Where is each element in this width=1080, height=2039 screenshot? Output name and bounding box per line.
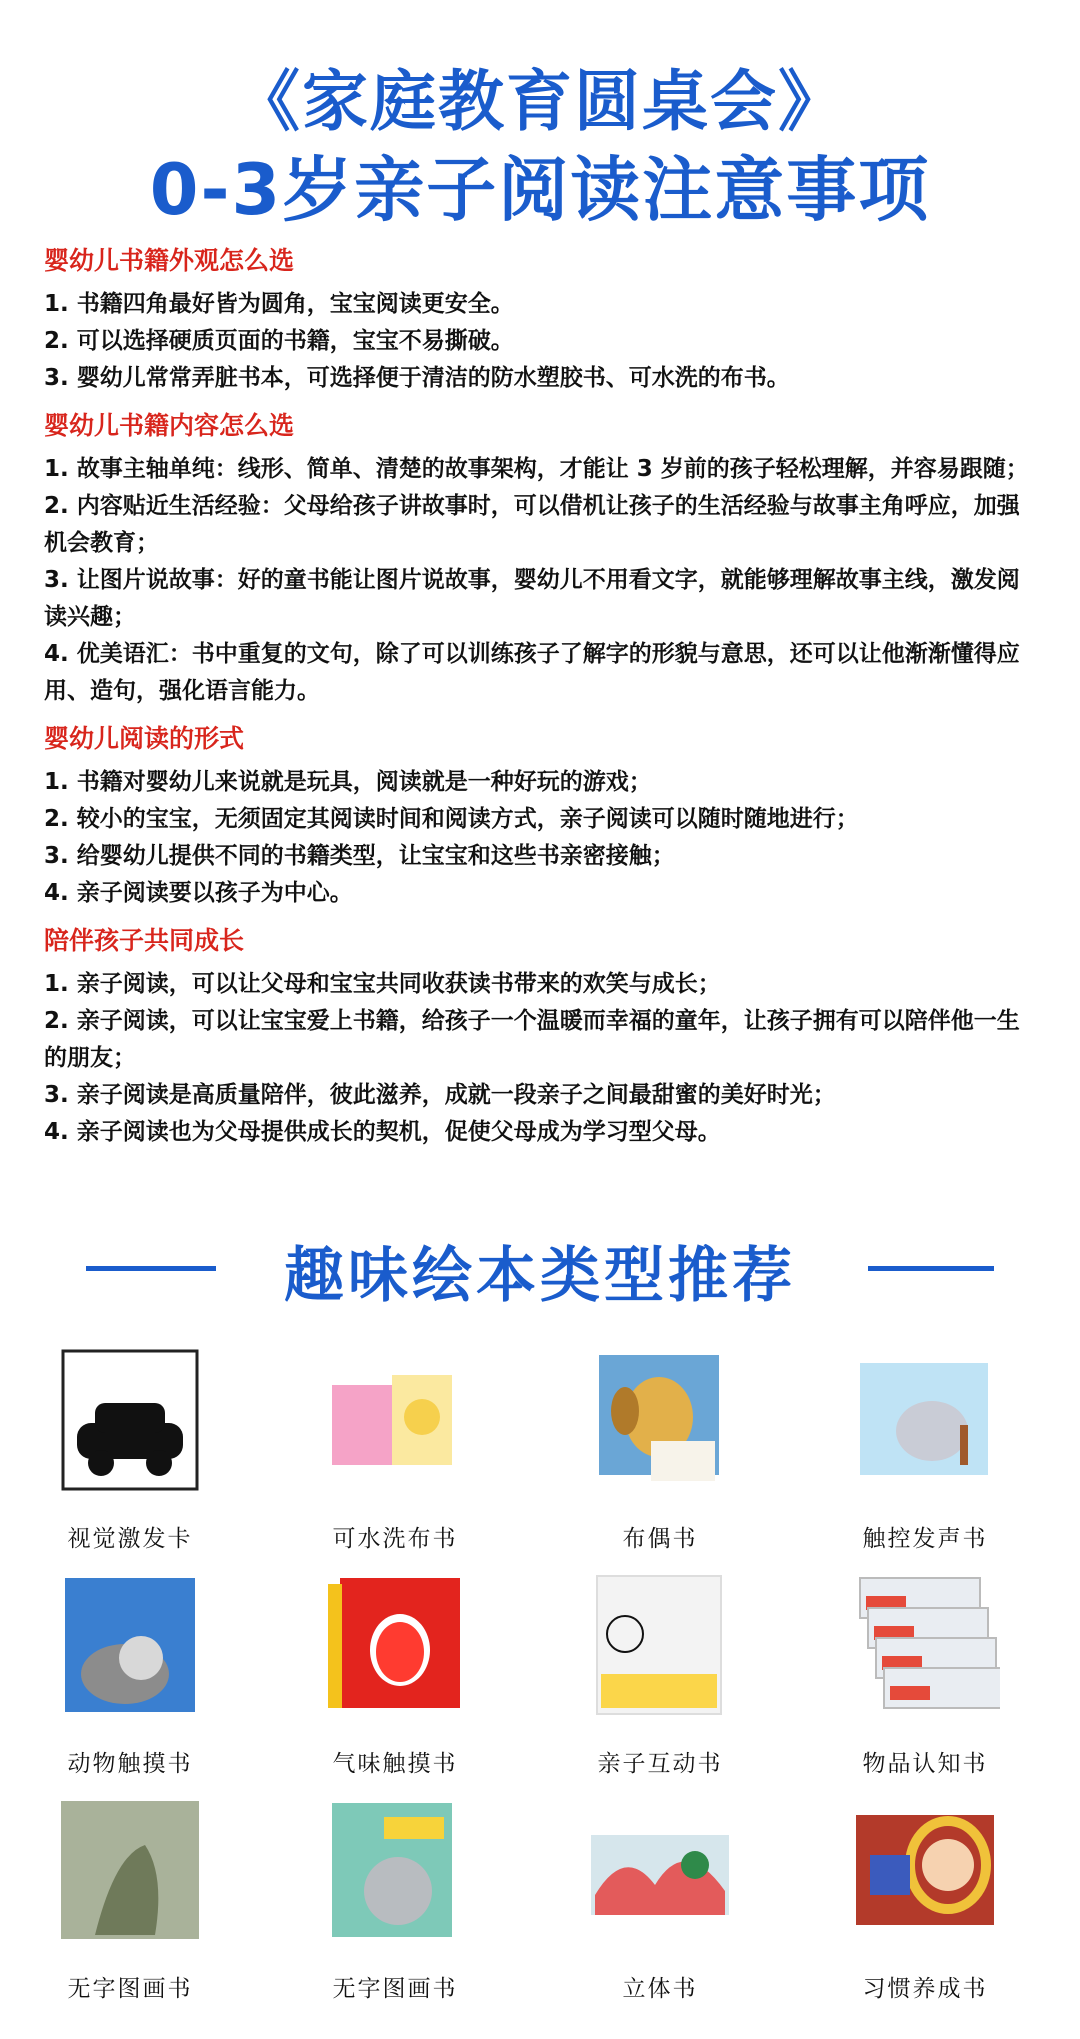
section-item: 1. 书籍对婴幼儿来说就是玩具，阅读就是一种好玩的游戏； [44,769,652,795]
book-label: 无字图画书 [67,1976,193,2002]
section [44,722,1040,912]
section [44,924,1040,1151]
section [44,244,1040,397]
book-label: 无字图画书 [332,1976,458,2002]
book-cover-image [585,1795,735,1945]
book-cover-image [55,1570,205,1720]
book-cover-image [850,1795,1000,1945]
book-cover-image [585,1345,735,1495]
section-title: 婴幼儿书籍外观怎么选 [44,246,295,275]
page-title-line2: 0-3岁亲子阅读注意事项 [149,149,931,231]
section-item: 2. 可以选择硬质页面的书籍，宝宝不易撕破。 [44,328,514,354]
recommend-header [0,1228,1080,1311]
book-cover-image [55,1345,205,1495]
section-item: 2. 亲子阅读，可以让宝宝爱上书籍，给孩子一个温暖而幸福的童年，让孩子拥有可以陪伴他一生的朋友； [44,1008,1020,1071]
section-item: 3. 婴幼儿常常弄脏书本，可选择便于清洁的防水塑胶书、可水洗的布书。 [44,365,790,391]
divider-right [868,1266,994,1271]
section-item: 3. 亲子阅读是高质量陪伴，彼此滋养，成就一段亲子之间最甜蜜的美好时光； [44,1082,836,1108]
section-item: 3. 让图片说故事：好的童书能让图片说故事，婴幼儿不用看文字，就能够理解故事主线，激发阅读兴趣； [44,567,1020,630]
book-cover-image [320,1570,470,1720]
notes-content [44,244,1040,1163]
section-title: 婴幼儿阅读的形式 [44,724,245,753]
book-cover-image [850,1345,1000,1495]
section-item: 1. 故事主轴单纯：线形、简单、清楚的故事架构，才能让 3 岁前的孩子轻松理解，并容易跟随； [44,456,1029,482]
book-cover-image [320,1345,470,1495]
section-title: 婴幼儿书籍内容怎么选 [44,411,295,440]
section-item: 4. 亲子阅读也为父母提供成长的契机，促使父母成为学习型父母。 [44,1119,721,1145]
book-label: 可水洗布书 [332,1526,458,1552]
book-cover-image [320,1795,470,1945]
book-label: 布偶书 [622,1526,698,1552]
book-label: 亲子互动书 [597,1751,723,1777]
section-item: 1. 书籍四角最好皆为圆角，宝宝阅读更安全。 [44,291,514,317]
book-cover-image [850,1570,1000,1720]
page-title-line1: 《家庭教育圆桌会》 [234,63,846,140]
section-item: 2. 较小的宝宝，无须固定其阅读时间和阅读方式，亲子阅读可以随时随地进行； [44,806,859,832]
book-label: 立体书 [622,1976,698,2002]
book-label: 气味触摸书 [332,1751,458,1777]
section-title: 陪伴孩子共同成长 [44,926,245,955]
book-label: 触控发声书 [862,1526,988,1552]
section-item: 2. 内容贴近生活经验：父母给孩子讲故事时，可以借机让孩子的生活经验与故事主角呼应，加强机会教育； [44,493,1020,556]
book-label: 物品认知书 [862,1751,988,1777]
recommend-title: 趣味绘本类型推荐 [284,1241,796,1311]
book-cover-image [55,1795,205,1945]
book-label: 动物触摸书 [67,1751,193,1777]
section-item: 1. 亲子阅读，可以让父母和宝宝共同收获读书带来的欢笑与成长； [44,971,721,997]
book-label: 视觉激发卡 [67,1526,193,1552]
section [44,409,1040,710]
book-cover-image [585,1570,735,1720]
book-label: 习惯养成书 [862,1976,988,2002]
section-item: 4. 亲子阅读要以孩子为中心。 [44,880,353,906]
section-item: 3. 给婴幼儿提供不同的书籍类型，让宝宝和这些书亲密接触； [44,843,675,869]
section-item: 4. 优美语汇：书中重复的文句，除了可以训练孩子了解字的形貌与意思，还可以让他渐渐懂得应用、造句，强化语言能力。 [44,641,1020,704]
